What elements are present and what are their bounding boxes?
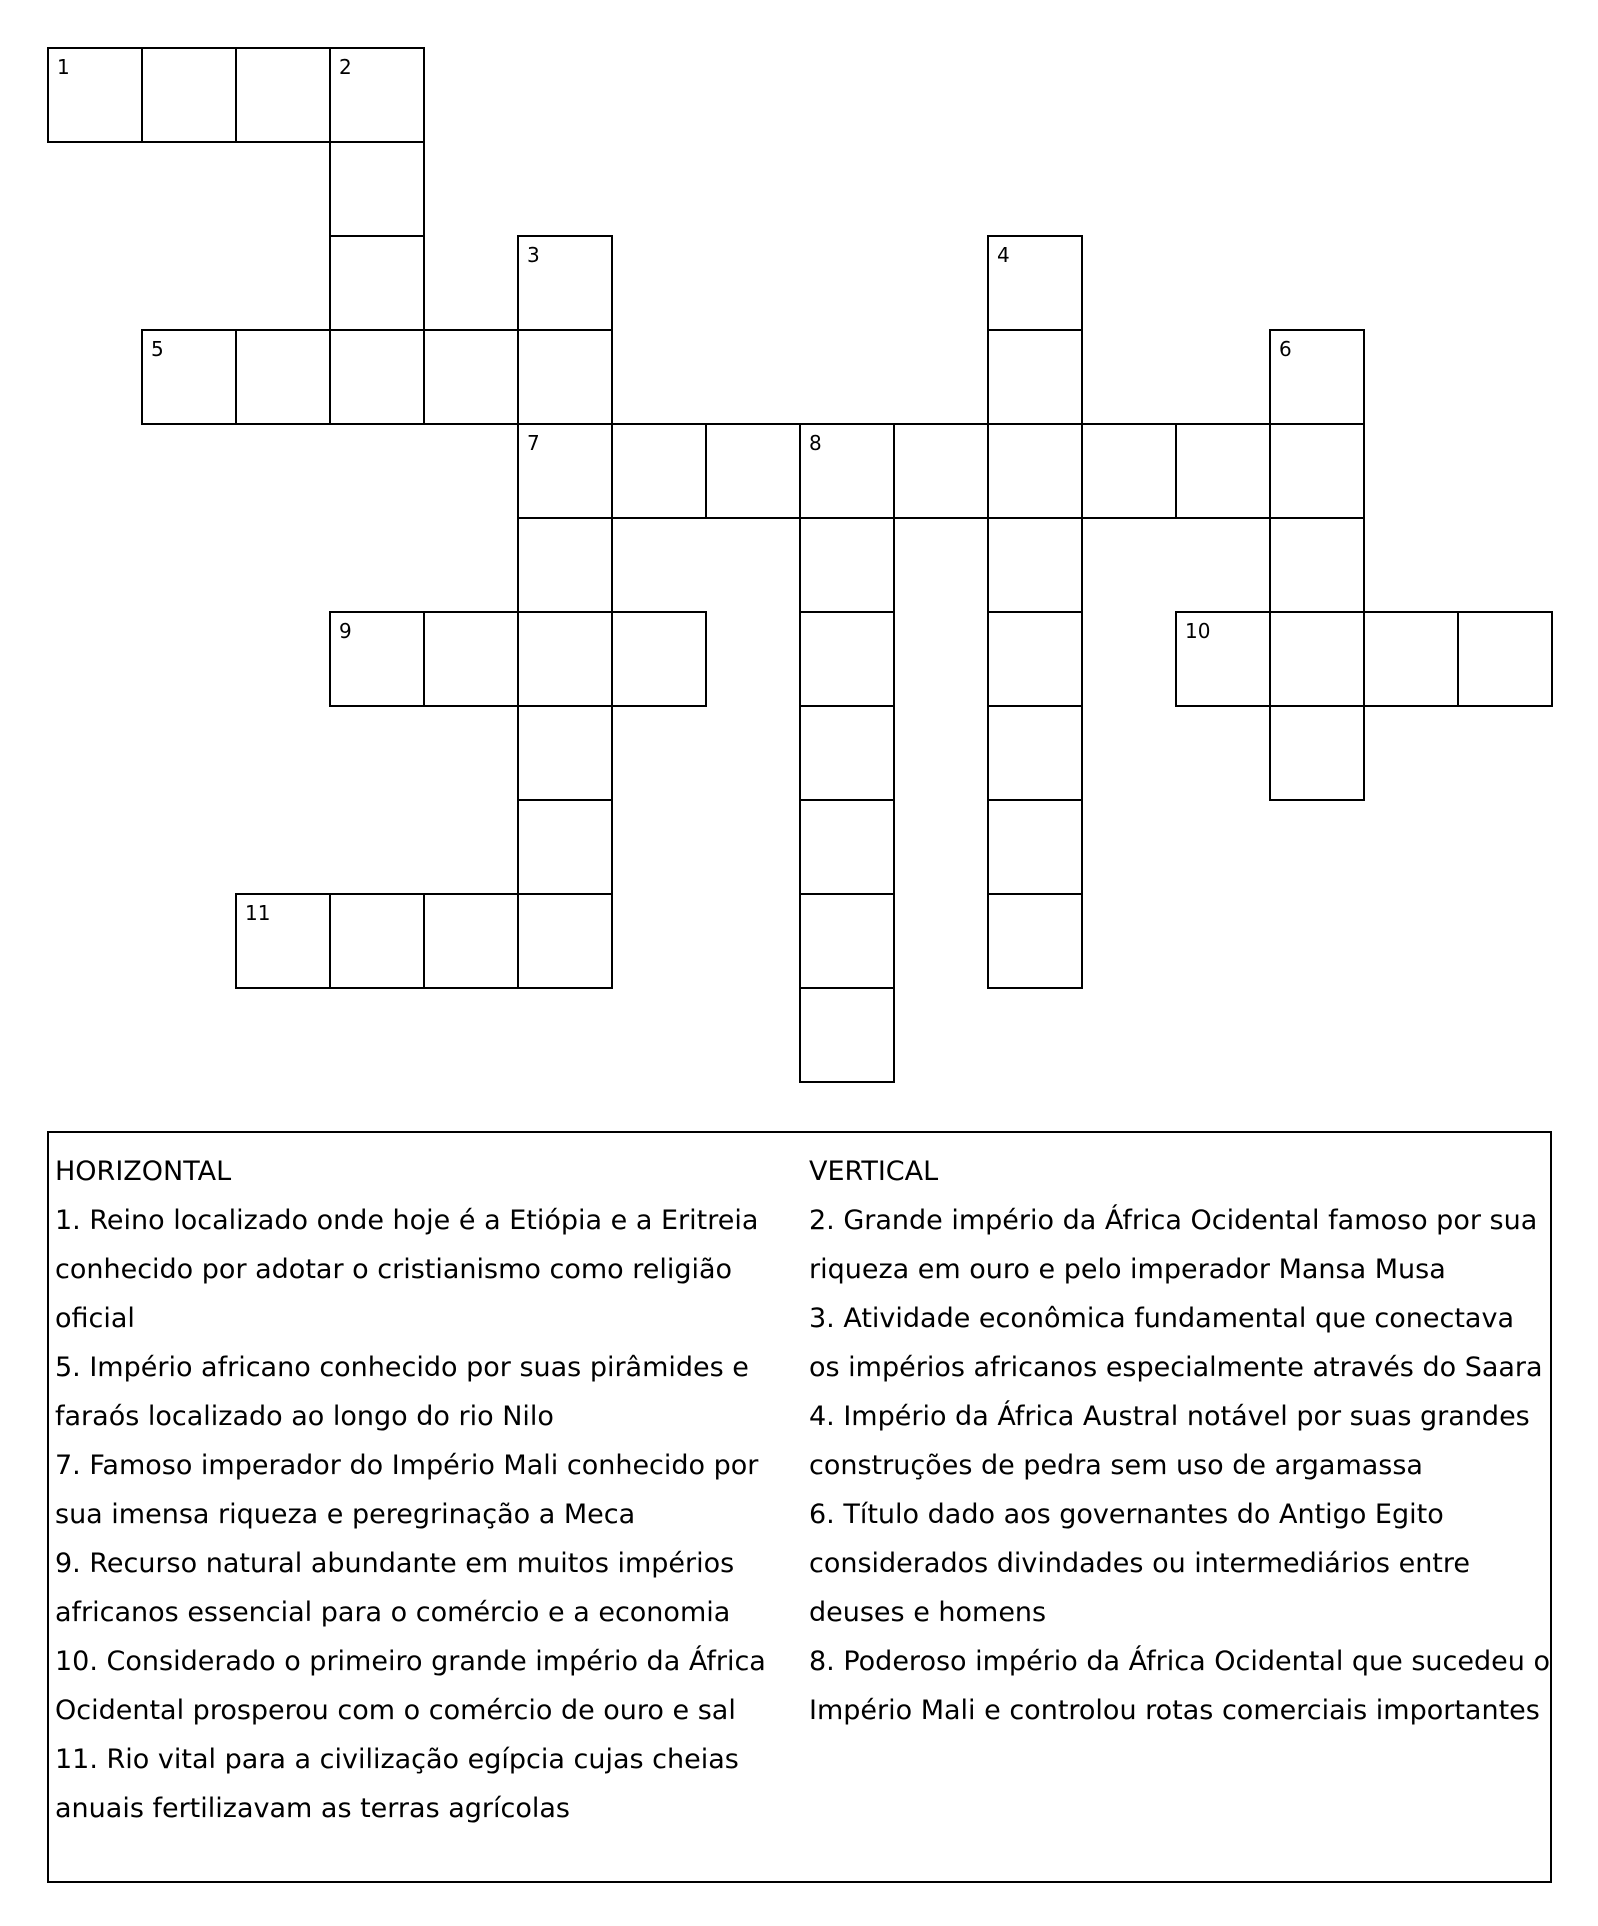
crossword-cell[interactable] xyxy=(329,611,425,707)
crossword-cell[interactable] xyxy=(1175,423,1271,519)
crossword-cell[interactable] xyxy=(47,47,143,143)
crossword-cell[interactable] xyxy=(611,611,707,707)
horizontal-clue-1: 1. Reino localizado onde hoje é a Etiópia e a Eritreia conhecido por adotar o cristianismo como religião oficial xyxy=(55,1205,759,1334)
crossword-cell[interactable] xyxy=(799,987,895,1083)
crossword-cell[interactable] xyxy=(987,329,1083,425)
crossword-cell[interactable] xyxy=(1175,611,1271,707)
crossword-cell[interactable] xyxy=(423,611,519,707)
crossword-cell[interactable] xyxy=(235,893,331,989)
crossword-cell[interactable] xyxy=(987,423,1083,519)
clue-number: 10 xyxy=(1185,619,1211,643)
vertical-clues xyxy=(809,1147,1551,1735)
clue-number: 4 xyxy=(997,243,1010,267)
clue-number: 9 xyxy=(339,619,352,643)
crossword-cell[interactable] xyxy=(141,47,237,143)
crossword-cell[interactable] xyxy=(517,893,613,989)
vertical-clue-8: 8. Poderoso império da África Ocidental que sucedeu o Império Mali e controlou rotas comerciais importantes xyxy=(809,1646,1550,1726)
crossword-cell[interactable] xyxy=(235,329,331,425)
crossword-cell[interactable] xyxy=(235,47,331,143)
crossword-cell[interactable] xyxy=(987,705,1083,801)
crossword-cell[interactable] xyxy=(611,423,707,519)
clue-number: 7 xyxy=(527,431,540,455)
crossword-cell[interactable] xyxy=(1269,611,1365,707)
vertical-clue-6: 6. Título dado aos governantes do Antigo Egito considerados divindades ou intermediários entre deuses e homens xyxy=(809,1499,1471,1628)
crossword-cell[interactable] xyxy=(329,235,425,331)
crossword-cell[interactable] xyxy=(1363,611,1459,707)
crossword-cell[interactable] xyxy=(141,329,237,425)
vertical-heading: VERTICAL xyxy=(809,1156,939,1187)
crossword-cell[interactable] xyxy=(987,235,1083,331)
clue-number: 3 xyxy=(527,243,540,267)
vertical-clue-3: 3. Atividade econômica fundamental que conectava os impérios africanos especialmente através do Saara xyxy=(809,1303,1543,1383)
crossword-cell[interactable] xyxy=(799,423,895,519)
horizontal-clue-11: 11. Rio vital para a civilização egípcia cujas cheias anuais fertilizavam as terras agrícolas xyxy=(55,1744,739,1824)
crossword-cell[interactable] xyxy=(799,799,895,895)
crossword-cell[interactable] xyxy=(1269,705,1365,801)
crossword-cell[interactable] xyxy=(1269,423,1365,519)
crossword-cell[interactable] xyxy=(987,893,1083,989)
crossword-cell[interactable] xyxy=(517,799,613,895)
crossword-cell[interactable] xyxy=(517,611,613,707)
crossword-cell[interactable] xyxy=(423,893,519,989)
crossword-cell[interactable] xyxy=(799,705,895,801)
horizontal-clue-7: 7. Famoso imperador do Império Mali conhecido por sua imensa riqueza e peregrinação a Meca xyxy=(55,1450,759,1530)
clue-number: 11 xyxy=(245,901,271,925)
clue-number: 8 xyxy=(809,431,822,455)
horizontal-clues xyxy=(55,1147,795,1833)
clues-box xyxy=(47,1131,1552,1883)
clue-number: 6 xyxy=(1279,337,1292,361)
crossword-cell[interactable] xyxy=(987,517,1083,613)
crossword-cell[interactable] xyxy=(799,517,895,613)
crossword-cell[interactable] xyxy=(799,893,895,989)
crossword-cell[interactable] xyxy=(329,141,425,237)
crossword-cell[interactable] xyxy=(329,329,425,425)
vertical-clue-2: 2. Grande império da África Ocidental famoso por sua riqueza em ouro e pelo imperador Mansa Musa xyxy=(809,1205,1538,1285)
crossword-cell[interactable] xyxy=(517,235,613,331)
horizontal-clue-9: 9. Recurso natural abundante em muitos impérios africanos essencial para o comércio e a economia xyxy=(55,1548,735,1628)
horizontal-heading: HORIZONTAL xyxy=(55,1156,232,1187)
crossword-cell[interactable] xyxy=(1457,611,1553,707)
crossword-cell[interactable] xyxy=(517,705,613,801)
crossword-cell[interactable] xyxy=(517,517,613,613)
crossword-cell[interactable] xyxy=(705,423,801,519)
crossword-cell[interactable] xyxy=(893,423,989,519)
vertical-clue-4: 4. Império da África Austral notável por suas grandes construções de pedra sem uso de argamassa xyxy=(809,1401,1530,1481)
crossword-cell[interactable] xyxy=(329,47,425,143)
horizontal-clue-10: 10. Considerado o primeiro grande império da África Ocidental prosperou com o comércio de ouro e sal xyxy=(55,1646,766,1726)
crossword-cell[interactable] xyxy=(517,329,613,425)
crossword-cell[interactable] xyxy=(1269,517,1365,613)
clue-number: 1 xyxy=(57,55,70,79)
crossword-cell[interactable] xyxy=(799,611,895,707)
crossword-cell[interactable] xyxy=(423,329,519,425)
clue-number: 5 xyxy=(151,337,164,361)
horizontal-clue-5: 5. Império africano conhecido por suas pirâmides e faraós localizado ao longo do rio Nilo xyxy=(55,1352,749,1432)
clue-number: 2 xyxy=(339,55,352,79)
crossword-cell[interactable] xyxy=(517,423,613,519)
crossword-cell[interactable] xyxy=(329,893,425,989)
crossword-cell[interactable] xyxy=(987,611,1083,707)
crossword-cell[interactable] xyxy=(1081,423,1177,519)
crossword-cell[interactable] xyxy=(1269,329,1365,425)
crossword-cell[interactable] xyxy=(987,799,1083,895)
